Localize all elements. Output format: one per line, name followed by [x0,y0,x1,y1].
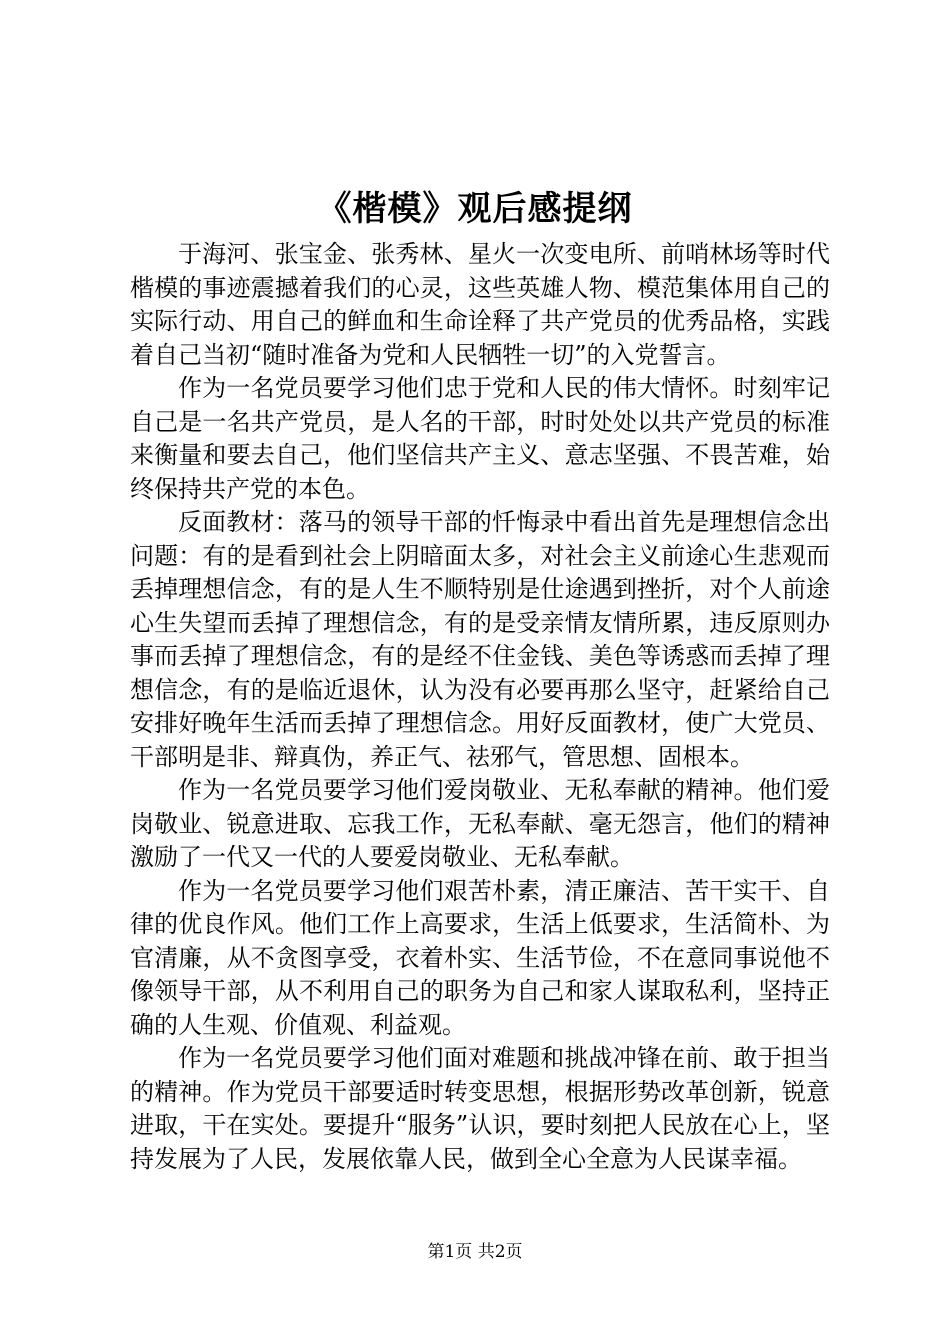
paragraph-3: 反面教材：落马的领导干部的忏悔录中看出首先是理想信念出问题：有的是看到社会上阴暗面太多，对社会主义前途心生悲观而丢掉理想信念，有的是人生不顺特别是仕途遇到挫折，对个人前途心生失望而丢掉了理想信念，有的是受亲情友情所累，违反原则办事而丢掉了理想信念，有的是经不住金钱、美色等诱惑而丢掉了理想信念，有的是临近退休，认为没有必要再那么坚守，赶紧给自己安排好晚年生活而丢掉了理想信念。用好反面教材，使广大党员、干部明是非、辩真伪，养正气、祛邪气，管思想、固根本。 [130,508,830,771]
paragraph-1: 于海河、张宝金、张秀林、星火一次变电所、前哨林场等时代楷模的事迹震撼着我们的心灵，这些英雄人物、模范集体用自己的实际行动、用自己的鲜血和生命诠释了共产党员的优秀品格，实践着自己当初“随时准备为党和人民牺牲一切”的入党誓言。 [130,240,830,369]
paragraph-5: 作为一名党员要学习他们艰苦朴素，清正廉洁、苦干实干、自律的优良作风。他们工作上高要求，生活上低要求，生活简朴、为官清廉，从不贪图享受，衣着朴实、生活节俭，不在意同事说他不像领导干部，从不利用自己的职务为自己和家人谋取私利，坚持正确的人生观、价值观、利益观。 [130,876,830,1039]
document-title: 《楷模》观后感提纲 [317,189,633,229]
paragraph-6: 作为一名党员要学习他们面对难题和挑战冲锋在前、敢于担当的精神。作为党员干部要适时转变思想，根据形势改革创新，锐意进取，干在实处。要提升“服务”认识，要时刻把人民放在心上，坚持发展为了人民，发展依靠人民，做到全心全意为人民谋幸福。 [130,1044,830,1173]
paragraph-4: 作为一名党员要学习他们爱岗敬业、无私奉献的精神。他们爱岗敬业、锐意进取、忘我工作，无私奉献、毫无怨言，他们的精神激励了一代又一代的人要爱岗敬业、无私奉献。 [130,776,830,871]
document-body [130,238,830,1176]
page-footer: 第1页 共2页 [427,1242,523,1262]
paragraph-2: 作为一名党员要学习他们忠于党和人民的伟大情怀。时刻牢记自己是一名共产党员，是人名的干部，时时处处以共产党员的标准来衡量和要去自己，他们坚信共产主义、意志坚强、不畏苦难，始终保持共产党的本色。 [130,374,830,503]
